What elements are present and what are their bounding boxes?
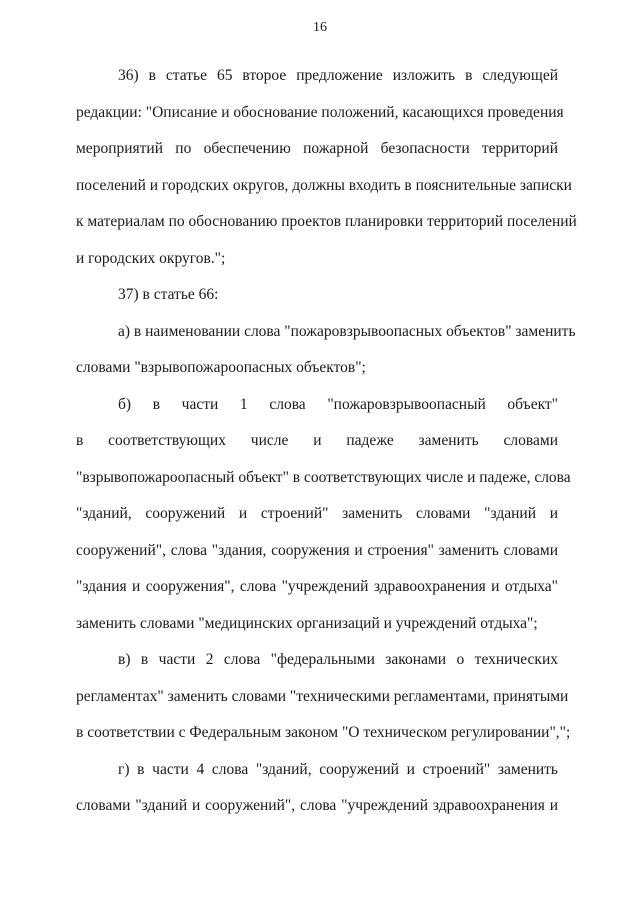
text-line: редакции: "Описание и обоснование положений, касающихся проведения bbox=[76, 103, 564, 121]
text-line: словами "взрывопожароопасных объектов"; bbox=[76, 359, 366, 376]
text-line: 37) в статье 66: bbox=[118, 286, 219, 303]
text-line: к материалам по обоснованию проектов планировки территорий поселений bbox=[76, 213, 577, 230]
text-line: словами "зданий и сооружений", слова "учреждений здравоохранения и bbox=[76, 797, 558, 814]
text-line: г) в части 4 слова "зданий, сооружений и строений" заменить bbox=[118, 760, 558, 778]
document-body bbox=[76, 58, 577, 825]
page-number: 16 bbox=[313, 20, 327, 35]
text-line: а) в наименовании слова "пожаровзрывоопасных объектов" заменить bbox=[118, 322, 576, 340]
subparagraph-g bbox=[76, 752, 558, 825]
text-line: поселений и городских округов, должны входить в пояснительные записки bbox=[76, 176, 572, 194]
text-line: в соответствии с Федеральным законом "О техническом регулировании","; bbox=[76, 724, 571, 741]
paragraph-36 bbox=[76, 58, 577, 277]
text-line: 36) в статье 65 второе предложение изложить в следующей bbox=[118, 67, 558, 84]
text-line: мероприятий по обеспечению пожарной безопасности территорий bbox=[76, 140, 558, 157]
text-line: "зданий, сооружений и строений" заменить словами "зданий и bbox=[76, 505, 558, 522]
text-line: и городских округов."; bbox=[76, 249, 226, 267]
text-line: "здания и сооружения", слова "учреждений здравоохранения и отдыха" bbox=[76, 578, 558, 595]
subparagraph-v bbox=[76, 642, 571, 752]
paragraph-37 bbox=[76, 277, 558, 314]
text-line: сооружений", слова "здания, сооружения и строения" заменить словами bbox=[76, 541, 558, 559]
subparagraph-a bbox=[76, 314, 576, 387]
text-line: в) в части 2 слова "федеральными законами о технических bbox=[118, 651, 558, 668]
text-line: б) в части 1 слова "пожаровзрывоопасный объект" bbox=[118, 395, 558, 413]
text-line: "взрывопожароопасный объект" в соответствующих числе и падеже, слова bbox=[76, 468, 571, 486]
text-line: в соответствующих числе и падеже заменить словами bbox=[76, 432, 558, 449]
text-line: регламентах" заменить словами "техническими регламентами, принятыми bbox=[76, 687, 569, 705]
text-line: заменить словами "медицинских организаций и учреждений отдыха"; bbox=[76, 614, 538, 632]
subparagraph-b bbox=[76, 387, 571, 643]
